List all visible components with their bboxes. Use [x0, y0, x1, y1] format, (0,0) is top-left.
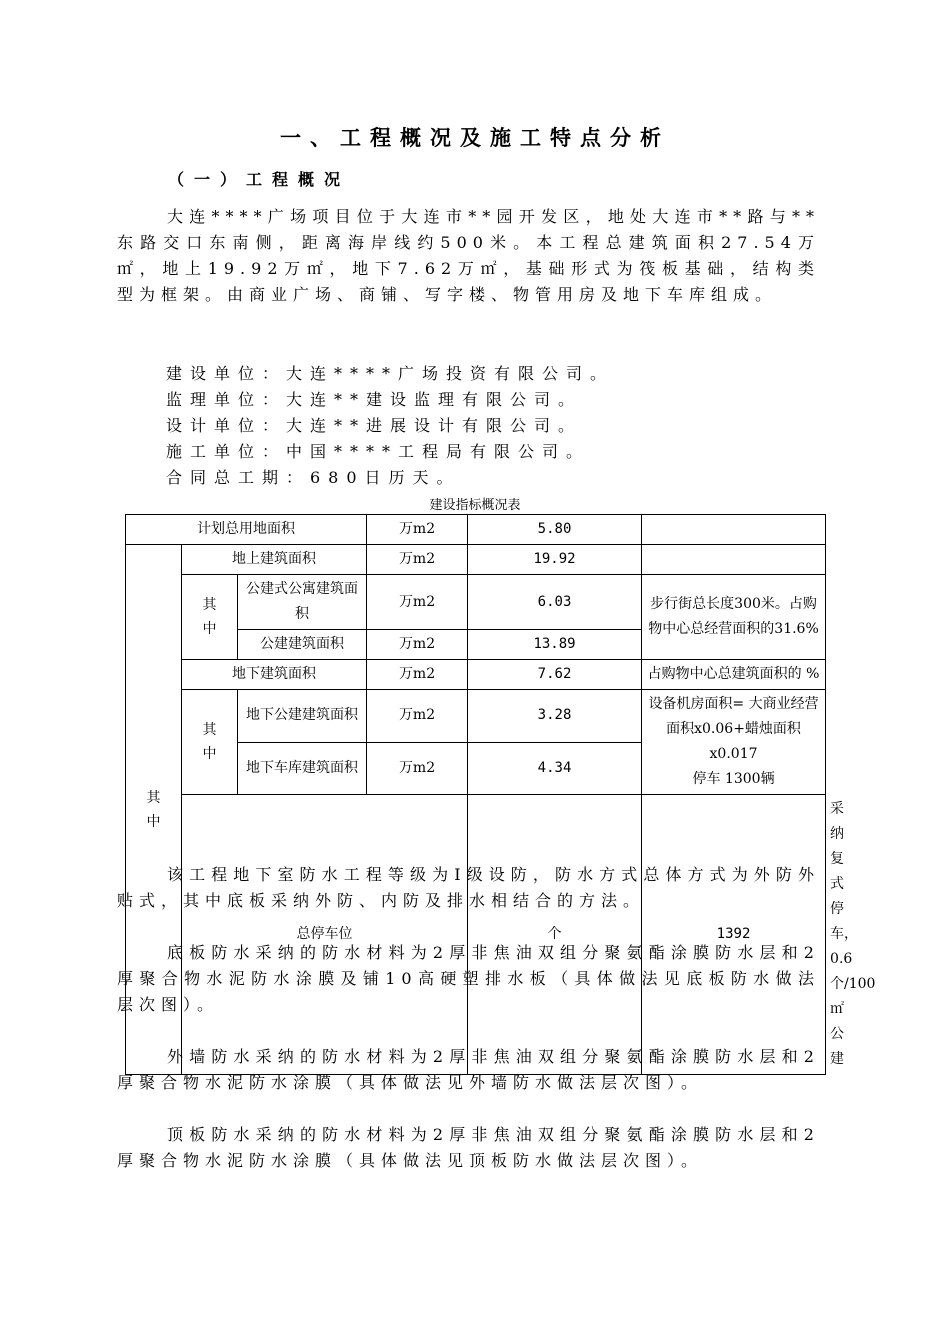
cell-note: 步行街总长度300米。占购物中心总经营面积的31.6%	[642, 575, 826, 660]
cell-unit: 个	[468, 795, 642, 1075]
info-line-contractor: 施工单位：中国****工程局有限公司。	[166, 442, 591, 461]
cell-value: 7.62	[468, 660, 642, 690]
cell-note-parking: 停车 1300辆	[692, 771, 775, 787]
cell-group-label: 其 中	[182, 690, 238, 795]
cell-value: 4.34	[468, 742, 642, 795]
cell-value: 19.92	[468, 545, 642, 575]
cell-note	[642, 545, 826, 575]
cell-note	[642, 515, 826, 545]
cell-unit: 万m2	[367, 630, 468, 660]
cell-label: 总停车位	[182, 795, 468, 1075]
cell-value: 1392	[642, 795, 826, 1075]
cell-group-label: 其 中	[126, 545, 182, 1075]
intro-paragraph: 大连****广场项目位于大连市**园开发区，地处大连市**路与**东路交口东南侧，距离海岸线约500米。本工程总建筑面积27.54万㎡，地上19.92万㎡，地下7.62万㎡，基础形式为筏板基础，结构类型为框架。由商业广场、商铺、写字楼、物管用房及地下车库组成。	[117, 207, 820, 304]
cell-unit: 万m2	[367, 545, 468, 575]
info-line-designer: 设计单位：大连**进展设计有限公司。	[166, 416, 583, 435]
cell-label: 计划总用地面积	[126, 515, 367, 545]
cell-label: 公建式公寓建筑面积	[238, 575, 367, 630]
roof-waterproof-paragraph: 顶板防水采纳的防水材料为2厚非焦油双组分聚氨酯涂膜防水层和2厚聚合物水泥防水涂膜（具体做法见顶板防水做法层次图）。	[117, 1125, 820, 1170]
cell-unit: 万m2	[367, 515, 468, 545]
table-caption: 建设指标概况表	[429, 498, 521, 513]
cell-value: 6.03	[468, 575, 642, 630]
waterproof-grade-paragraph: 该工程地下室防水工程等级为Ⅰ级设防，防水方式总体方式为外防外贴式，其中底板采纳外防、内防及排水相结合的方法。	[117, 865, 820, 910]
cell-value: 3.28	[468, 690, 642, 743]
cell-unit: 万m2	[367, 575, 468, 630]
section-subtitle: （一）工程概况	[168, 170, 351, 189]
cell-note	[642, 690, 826, 795]
table-row	[126, 575, 826, 630]
cell-label: 地上建筑面积	[182, 545, 367, 575]
info-line-supervisor: 监理单位：大连**建设监理有限公司。	[166, 390, 583, 409]
cell-value: 5.80	[468, 515, 642, 545]
page-title: 一、工程概况及施工特点分析	[280, 126, 670, 150]
cell-value: 13.89	[468, 630, 642, 660]
cell-unit: 万m2	[367, 742, 468, 795]
cell-label: 地下建筑面积	[182, 660, 367, 690]
info-line-duration: 合同总工期：680日历天。	[166, 468, 461, 487]
cell-unit: 万m2	[367, 690, 468, 743]
cell-note-text: 设备机房面积= 大商业经营面积x0.06+蜡烛面积x0.017	[648, 696, 819, 762]
cell-note: 占购物中心总建筑面积的 %	[642, 660, 826, 690]
table-row	[126, 690, 826, 743]
table-row	[126, 545, 826, 575]
cell-label: 地下车库建筑面积	[238, 742, 367, 795]
table-row	[126, 515, 826, 545]
table-row: 总停车位 个 1392 采纳复式停车，0.6个/100㎡公建	[126, 795, 826, 1075]
cell-unit: 万m2	[367, 660, 468, 690]
table-row	[126, 660, 826, 690]
cell-label: 公建建筑面积	[238, 630, 367, 660]
wall-waterproof-paragraph: 外墙防水采纳的防水材料为2厚非焦油双组分聚氨酯涂膜防水层和2厚聚合物水泥防水涂膜（具体做法见外墙防水做法层次图）。	[117, 1047, 820, 1092]
cell-label: 地下公建建筑面积	[238, 690, 367, 743]
cell-group-label: 其 中	[182, 575, 238, 660]
info-line-client: 建设单位：大连****广场投资有限公司。	[166, 364, 615, 383]
floor-waterproof-paragraph: 底板防水采纳的防水材料为2厚非焦油双组分聚氨酯涂膜防水层和2厚聚合物水泥防水涂膜及铺10高硬塑排水板（具体做法见底板防水做法层次图）。	[117, 943, 820, 1014]
